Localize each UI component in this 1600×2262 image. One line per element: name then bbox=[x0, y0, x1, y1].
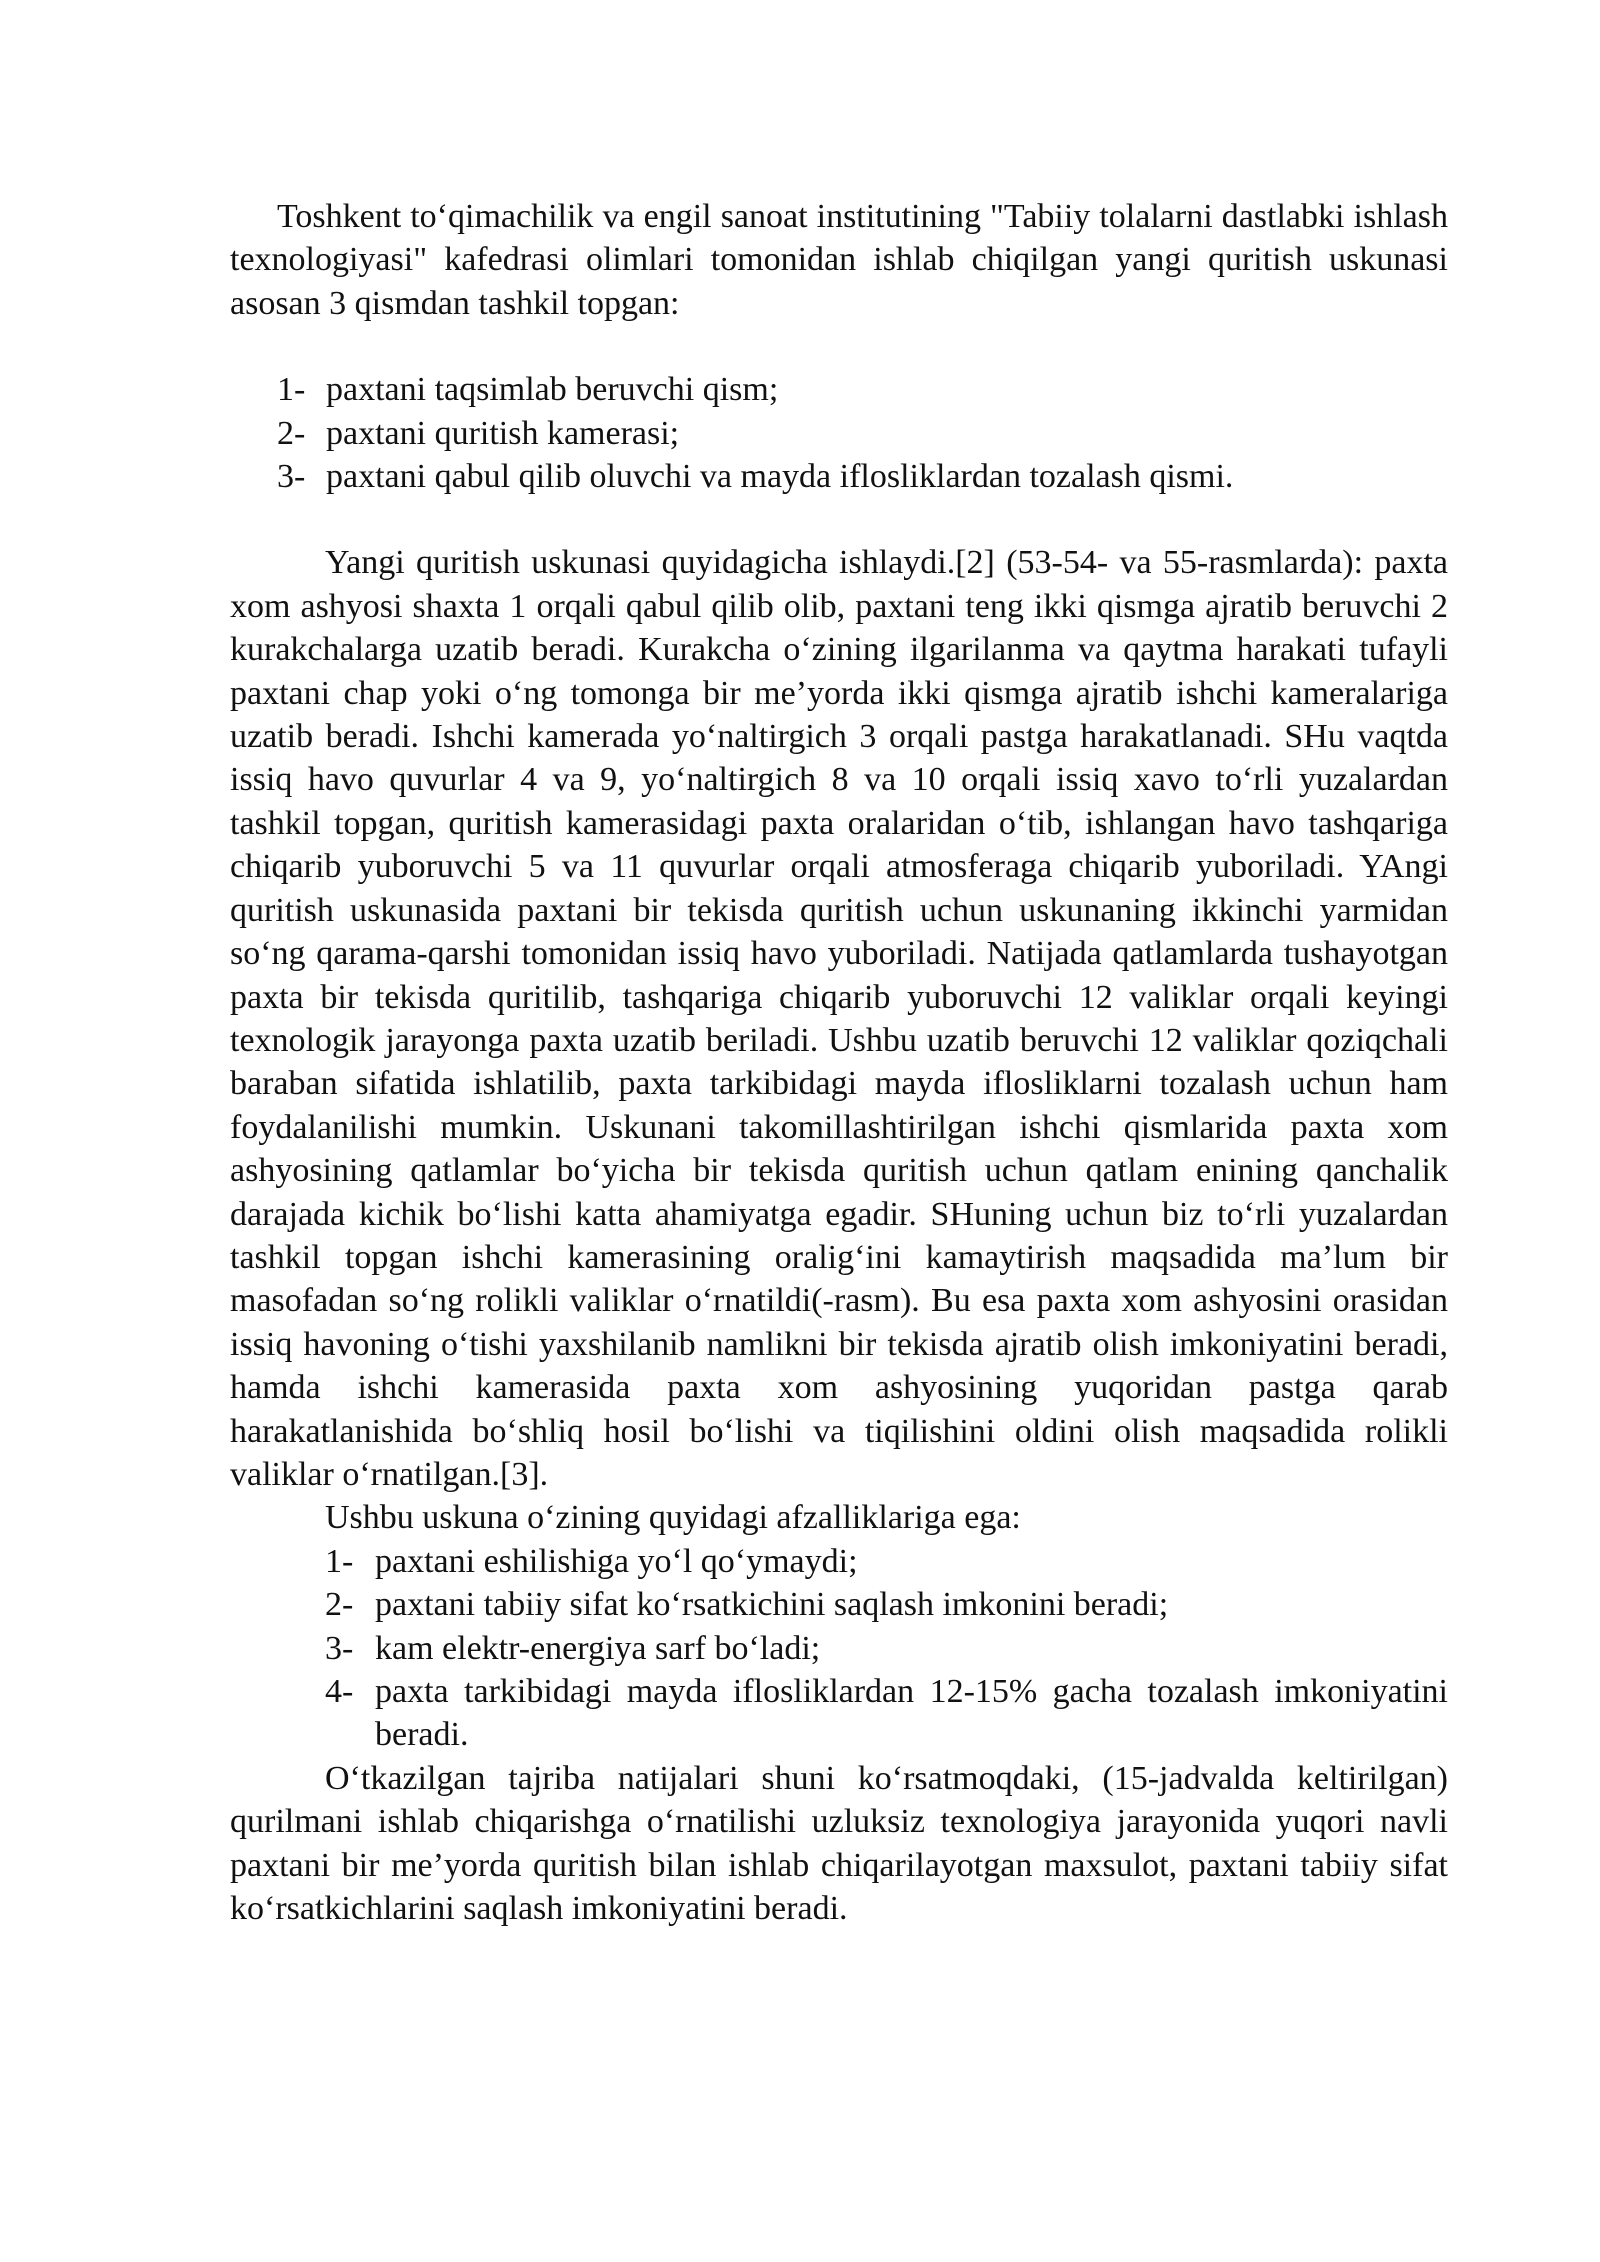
list-number: 2- bbox=[325, 1586, 354, 1624]
list-item-text: paxtani qabul qilib oluvchi va mayda iflosliklardan tozalash qismi. bbox=[326, 458, 1234, 496]
list-number: 3- bbox=[277, 458, 306, 496]
advantages-list bbox=[230, 1540, 1448, 1757]
list-item-text: paxtani eshilishiga yo‘l qo‘ymaydi; bbox=[375, 1542, 858, 1580]
list-number: 3- bbox=[325, 1629, 354, 1667]
list-number: 1- bbox=[325, 1542, 354, 1580]
list-item bbox=[230, 1670, 1448, 1757]
list-item bbox=[230, 368, 1448, 411]
list-item bbox=[230, 1540, 1448, 1583]
list-item-text: paxta tarkibidagi mayda iflosliklardan 12-15% gacha tozalash imkoniyatini beradi. bbox=[375, 1673, 1448, 1754]
spacer bbox=[230, 325, 1448, 368]
advantages-intro: Ushbu uskuna o‘zining quyidagi afzalliklariga ega: bbox=[325, 1499, 1021, 1537]
list-item-text: kam elektr-energiya sarf bo‘ladi; bbox=[375, 1629, 821, 1667]
list-number: 2- bbox=[277, 414, 306, 452]
parts-list bbox=[230, 368, 1448, 498]
list-item-text: paxtani quritish kamerasi; bbox=[326, 414, 680, 452]
list-item-text: paxtani tabiiy sifat ko‘rsatkichini saqlash imkonini beradi; bbox=[375, 1586, 1169, 1624]
list-item bbox=[230, 1627, 1448, 1670]
list-item-text: paxtani taqsimlab beruvchi qism; bbox=[326, 371, 779, 409]
body-paragraph: Yangi quritish uskunasi quyidagicha ishlaydi.[2] (53-54- va 55-rasmlarda): paxta xom ashyosi shaxta 1 orqali qabul qilib olib, paxtani teng ikki qismga ajratib beruvchi 2 kurakchalarga uzatib beradi. Kurakcha o‘zining ilgarilanma va qaytma harakati tufayli paxtani chap yoki o‘ng tomonga bir me’yorda ikki qismga ajratib ishchi kameralariga uzatib beradi. Ishchi kamerada yo‘naltirgich 3 orqali pastga harakatlanadi. SHu vaqtda issiq havo quvurlar 4 va 9, yo‘naltirgich 8 va 10 orqali issiq xavo to‘rli yuzalardan tashkil topgan, quritish kamerasidagi paxta oralaridan o‘tib, ishlangan havo tashqariga chiqarib yuboruvchi 5 va 11 quvurlar orqali atmosferaga chiqarib yuboriladi. YAngi quritish uskunasida paxtani bir tekisda quritish uchun uskunaning ikkinchi yarmidan so‘ng qarama-qarshi tomonidan issiq havo yuboriladi. Natijada qatlamlarda tushayotgan paxta bir tekisda quritilib, tashqariga chiqarib yuboruvchi 12 valiklar orqali keyingi texnologik jarayonga paxta uzatib beriladi. Ushbu uzatib beruvchi 12 valiklar qoziqchali baraban sifatida ishlatilib, paxta tarkibidagi mayda iflosliklarni tozalash uchun ham foydalanilishi mumkin. Uskunani takomillashtirilgan ishchi qismlarida paxta xom ashyosining qatlamlar bo‘yicha bir tekisda quritish uchun qatlam enining qanchalik darajada kichik bo‘lishi katta ahamiyatga egadir. SHuning uchun biz to‘rli yuzalardan tashkil topgan ishchi kamerasining oralig‘ini kamaytirish maqsadida ma’lum bir masofadan so‘ng rolikli valiklar o‘rnatildi(-rasm). Bu esa paxta xom ashyosini orasidan issiq havoning o‘tishi yaxshilanib namlikni bir tekisda ajratib olish imkoniyatini beradi, hamda ishchi kamerasida paxta xom ashyosining yuqoridan pastga qarab harakatlanishida bo‘shliq hosil bo‘lishi va tiqilishini oldini olish maqsadida rolikli valiklar o‘rnatilgan.[3]. bbox=[230, 544, 1448, 1493]
conclusion-paragraph: O‘tkazilgan tajriba natijalari shuni ko‘rsatmoqdaki, (15-jadvalda keltirilgan) qurilmani ishlab chiqarishga o‘rnatilishi uzluksiz texnologiya jarayonida yuqori navli paxtani bir me’yorda quritish bilan ishlab chiqarilayotgan maxsulot, paxtani tabiiy sifat ko‘rsatkichlarini saqlash imkoniyatini beradi. bbox=[230, 1759, 1448, 1928]
list-item bbox=[230, 455, 1448, 498]
list-item bbox=[230, 412, 1448, 455]
list-number: 1- bbox=[277, 371, 306, 409]
list-item bbox=[230, 1583, 1448, 1626]
list-number: 4- bbox=[325, 1673, 354, 1710]
spacer bbox=[230, 498, 1448, 541]
document-page bbox=[230, 195, 1448, 1930]
intro-paragraph: Toshkent to‘qimachilik va engil sanoat institutining "Tabiiy tolalarni dastlabki ishlash texnologiyasi" kafedrasi olimlari tomonidan ishlab chiqilgan yangi quritish uskunasi asosan 3 qismdan tashkil topgan: bbox=[230, 198, 1448, 322]
